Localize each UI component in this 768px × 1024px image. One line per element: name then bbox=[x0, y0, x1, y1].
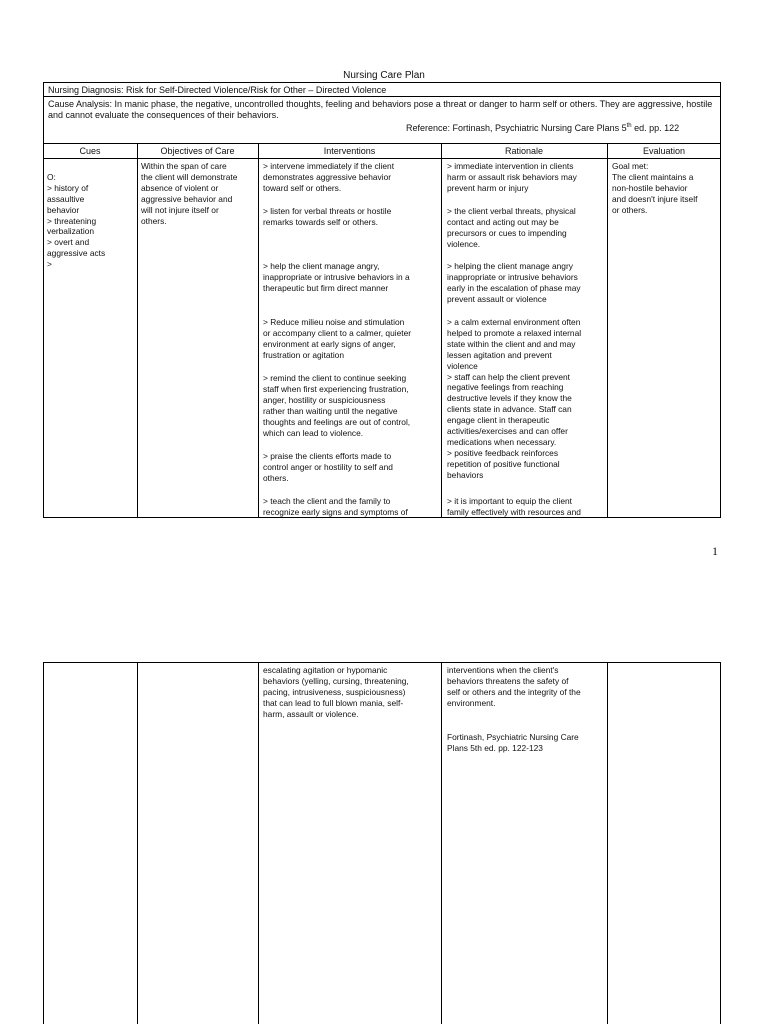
rationale-continued: interventions when the client's behaviors threatens the safety of self or others and the integrity of the environment. bbox=[447, 665, 581, 708]
column-divider bbox=[258, 662, 259, 1024]
column-divider bbox=[441, 143, 442, 518]
intervention-item: > listen for verbal threats or hostile remarks towards self or others. bbox=[263, 206, 392, 227]
intervention-item: > praise the clients efforts made to control anger or hostility to self and others. bbox=[263, 451, 393, 483]
rationale-item: > helping the client manage angry inappropriate or intrusive behaviors early in the escalation of phase may prevent assault or violence bbox=[447, 261, 581, 304]
header-evaluation: Evaluation bbox=[642, 146, 686, 156]
column-divider bbox=[137, 662, 138, 1024]
table-continued-top bbox=[43, 662, 721, 663]
cause-analysis: Cause Analysis: In manic phase, the negative, uncontrolled thoughts, feeling and behaviors pose a threat or danger to harm self or others. They are aggressive, hostile and cannot evaluate the consequences of their behaviors. bbox=[48, 99, 713, 120]
cues-cell: O: > history of assaultive behavior > threatening verbalization > overt and aggressive acts > bbox=[47, 171, 106, 270]
rationale-item: > it is important to equip the client family effectively with resources and bbox=[447, 496, 581, 517]
column-divider bbox=[441, 662, 442, 1024]
rationale-reference: Fortinash, Psychiatric Nursing Care Plans 5th ed. pp. 122-123 bbox=[447, 732, 579, 753]
document-title: Nursing Care Plan bbox=[343, 70, 425, 81]
objectives-cell: Within the span of care the client will demonstrate absence of violent or aggressive behavior and will not injure itself or others. bbox=[141, 161, 238, 226]
intervention-item: > help the client manage angry, inappropriate or intrusive behaviors in a therapeutic but firm direct manner bbox=[263, 261, 410, 293]
header-cues: Cues bbox=[79, 146, 101, 156]
intervention-item: > teach the client and the family to recognize early signs and symptoms of bbox=[263, 496, 408, 517]
table-divider bbox=[43, 143, 721, 144]
intervention-continued: escalating agitation or hypomanic behaviors (yelling, cursing, threatening, pacing, intrusiveness, suspiciousness) that can lead to full blown mania, self- harm, assault or violence. bbox=[263, 665, 409, 719]
column-divider bbox=[720, 662, 721, 1024]
table-divider bbox=[43, 96, 721, 97]
intervention-item: > intervene immediately if the client demonstrates aggressive behavior toward self or others. bbox=[263, 161, 395, 193]
column-divider bbox=[43, 662, 44, 1024]
evaluation-cell: Goal met: The client maintains a non-hostile behavior and doesn't injure itself or others. bbox=[612, 161, 698, 215]
column-divider bbox=[258, 143, 259, 518]
table-divider bbox=[43, 158, 721, 159]
header-rationale: Rationale bbox=[504, 146, 544, 156]
column-divider bbox=[137, 143, 138, 518]
rationale-item: > immediate intervention in clients harm or assault risk behaviors may prevent harm or injury bbox=[447, 161, 577, 193]
reference-suffix: ed. pp. 122 bbox=[631, 123, 680, 133]
reference-line bbox=[406, 123, 718, 134]
header-interventions: Interventions bbox=[323, 146, 376, 156]
intervention-item: > Reduce milieu noise and stimulation or accompany client to a calmer, quieter environment at early signs of anger, frustration or agitation bbox=[263, 317, 412, 360]
column-divider bbox=[607, 143, 608, 518]
intervention-item: > remind the client to continue seeking staff when first experiencing frustration, anger, hostility or suspiciousness rather than waiting until the negative thoughts and feelings are out of control, which can lead to violence. bbox=[263, 373, 411, 438]
rationale-item: > a calm external environment often helped to promote a relaxed internal state within the client and and may lessen agitation and prevent violence > staff can help the client prevent negative feelings from reaching destructive levels if they know the clients state in advance. Staff can engage client in therapeutic activities/exercises and can offer medications when necessary. > positive feedback reinforces repetition of positive functional behaviors bbox=[447, 317, 582, 480]
nursing-diagnosis: Nursing Diagnosis: Risk for Self-Directed Violence/Risk for Other – Directed Violence bbox=[48, 85, 387, 95]
reference-sup: th bbox=[626, 123, 632, 129]
reference-text: Reference: Fortinash, Psychiatric Nursing Care Plans 5 bbox=[406, 123, 627, 133]
page-number: 1 bbox=[712, 544, 718, 558]
header-objectives: Objectives of Care bbox=[160, 146, 235, 156]
rationale-item: > the client verbal threats, physical contact and acting out may be precursors or cues to impending violence. bbox=[447, 206, 576, 249]
column-divider bbox=[607, 662, 608, 1024]
